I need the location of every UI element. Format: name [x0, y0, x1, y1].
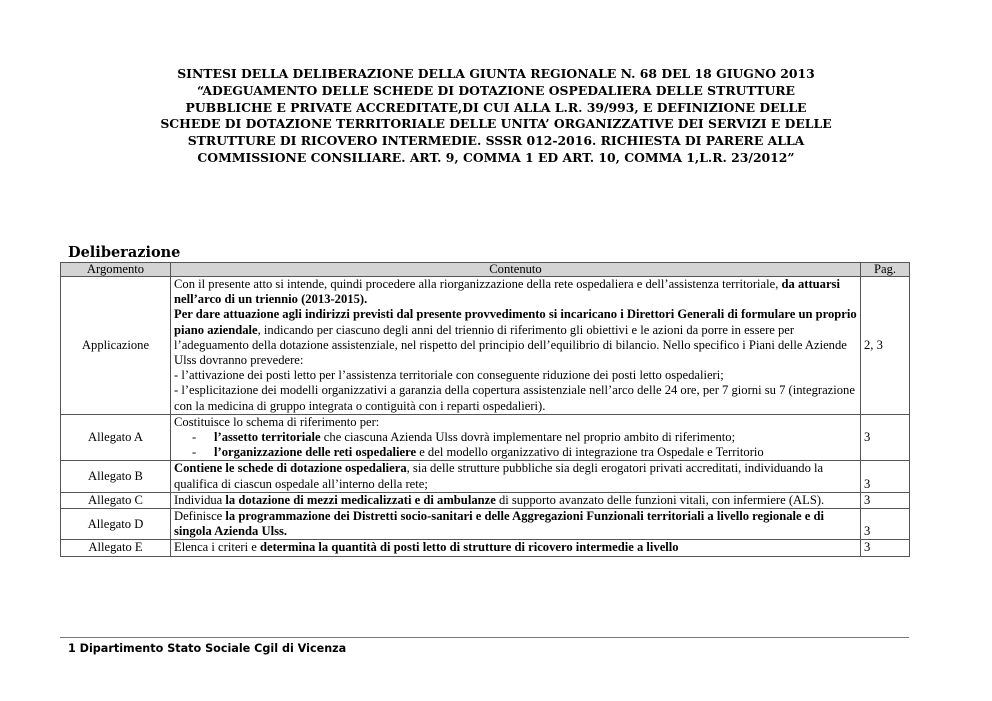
- title-line: SINTESI DELLA DELIBERAZIONE DELLA GIUNTA REGIONALE N. 68 DEL 18 GIUGNO 2013: [177, 66, 815, 81]
- row-contenuto: [171, 277, 861, 415]
- row-contenuto: [171, 540, 861, 556]
- row-pag: 3: [861, 492, 910, 508]
- header-pag: Pag.: [861, 263, 910, 277]
- paragraph-text: , indicando per ciascuno degli anni del triennio di riferimento gli obiettivi e le azioni da porre in essere per l’adeguamento della dotazione assistenziale, nel rispetto del principio dell’equilibrio di bilancio. Nello specifico i Piani delle Aziende Ulss dovranno prevedere:: [174, 322, 847, 368]
- title-line: STRUTTURE DI RICOVERO INTERMEDIE. SSSR 012-2016. RICHIESTA DI PARERE ALLA: [187, 133, 805, 149]
- row-argomento: Allegato C: [61, 492, 171, 508]
- paragraph-text: Definisce: [174, 509, 226, 524]
- paragraph-text: - l’attivazione dei posti letto per l’assistenza territoriale con conseguente riduzione dei posti letto ospedalieri;: [174, 368, 724, 383]
- footnote-divider: [60, 637, 909, 638]
- table-row: [61, 492, 910, 508]
- paragraph-text: , sia delle strutture pubbliche sia degli erogatori privati accreditati, individuando la qualifica di ciascun ospedale all’interno della rete;: [174, 461, 824, 491]
- table-header-row: [61, 263, 910, 277]
- row-pag: 3: [861, 509, 910, 540]
- paragraph-bold: Per dare attuazione agli indirizzi previsti dal presente provvedimento si incaricano i Direttori Generali di formulare un proprio piano aziendale: [174, 307, 857, 337]
- bullet-list: [174, 430, 857, 460]
- paragraph-text: Elenca i criteri e: [174, 540, 261, 555]
- item-bold: l’organizzazione delle reti ospedaliere: [214, 445, 417, 460]
- table-row: [61, 414, 910, 461]
- row-argomento: Allegato E: [61, 540, 171, 556]
- paragraph-text: Con il presente atto si intende, quindi procedere alla riorganizzazione della rete ospedaliera e dell’assistenza territoriale,: [174, 277, 782, 291]
- paragraph-text: di supporto avanzato delle funzioni vitali, con infermiere (ALS).: [495, 492, 825, 507]
- footnote: 1 Dipartimento Stato Sociale Cgil di Vicenza: [68, 642, 347, 655]
- row-argomento: Allegato D: [61, 509, 171, 540]
- title-line: SCHEDE DI DOTAZIONE TERRITORIALE DELLE UNITA’ ORGANIZZATIVE DEI SERVIZI E DELLE: [160, 116, 832, 132]
- title-line: COMMISSIONE CONSILIARE. ART. 9, COMMA 1 ED ART. 10, COMMA 1,L.R. 23/2012”: [197, 149, 795, 165]
- paragraph-text: Individua: [174, 492, 226, 507]
- table-row: [61, 540, 910, 556]
- row-argomento: Applicazione: [61, 277, 171, 415]
- item-text: e del modello organizzativo di integrazione tra Ospedale e Territorio: [416, 445, 764, 460]
- paragraph-text: - l’esplicitazione dei modelli organizzativi a garanzia della copertura assistenziale nell’arco delle 24 ore, per 7 giorni su 7 (integrazione con la medicina di gruppo integrata o contiguità con i reparti ospedalieri).: [174, 383, 855, 413]
- document-title: [60, 66, 932, 167]
- title-line: “ADEGUAMENTO DELLE SCHEDE DI DOTAZIONE OSPEDALIERA DELLE STRUTTURE: [197, 82, 795, 98]
- paragraph-bold: determina la quantità di posti letto di strutture di ricovero intermedie a livello: [260, 540, 679, 555]
- table-row: [61, 461, 910, 492]
- clipped-text: [174, 540, 857, 555]
- item-text: che ciascuna Azienda Ulss dovrà implementare nel proprio ambito di riferimento;: [320, 430, 736, 445]
- row-pag: 3: [861, 461, 910, 492]
- deliberation-table: [60, 262, 910, 557]
- section-heading: Deliberazione: [68, 244, 181, 261]
- row-pag: 2, 3: [861, 277, 910, 415]
- header-contenuto: Contenuto: [171, 263, 861, 277]
- table-row: [61, 277, 910, 415]
- item-bold: l’assetto territoriale: [214, 430, 321, 445]
- title-line: PUBBLICHE E PRIVATE ACCREDITATE,DI CUI ALLA L.R. 39/993, E DEFINIZIONE DELLE: [185, 99, 807, 115]
- header-argomento: Argomento: [61, 263, 171, 277]
- row-contenuto: [171, 509, 861, 540]
- pag-value: 3: [864, 540, 871, 555]
- list-item: [192, 445, 857, 460]
- row-contenuto: [171, 461, 861, 492]
- row-pag: [861, 540, 910, 556]
- table-row: [61, 509, 910, 540]
- list-item: [192, 430, 857, 445]
- paragraph-bold: la programmazione dei Distretti socio-sanitari e delle Aggregazioni Funzionali territoriali a livello regionale e di singola Azienda Ulss.: [174, 509, 824, 539]
- row-argomento: Allegato B: [61, 461, 171, 492]
- paragraph-bold: da attuarsi nell’arco di un triennio (2013-2015).: [174, 277, 840, 307]
- row-argomento: Allegato A: [61, 414, 171, 461]
- row-contenuto: [171, 492, 861, 508]
- row-contenuto: [171, 414, 861, 461]
- row-pag: 3: [861, 414, 910, 461]
- paragraph-bold: Contiene le schede di dotazione ospedaliera: [174, 461, 407, 476]
- paragraph-text: Costituisce lo schema di riferimento per:: [174, 414, 380, 429]
- paragraph-bold: la dotazione di mezzi medicalizzati e di ambulanze: [225, 492, 496, 507]
